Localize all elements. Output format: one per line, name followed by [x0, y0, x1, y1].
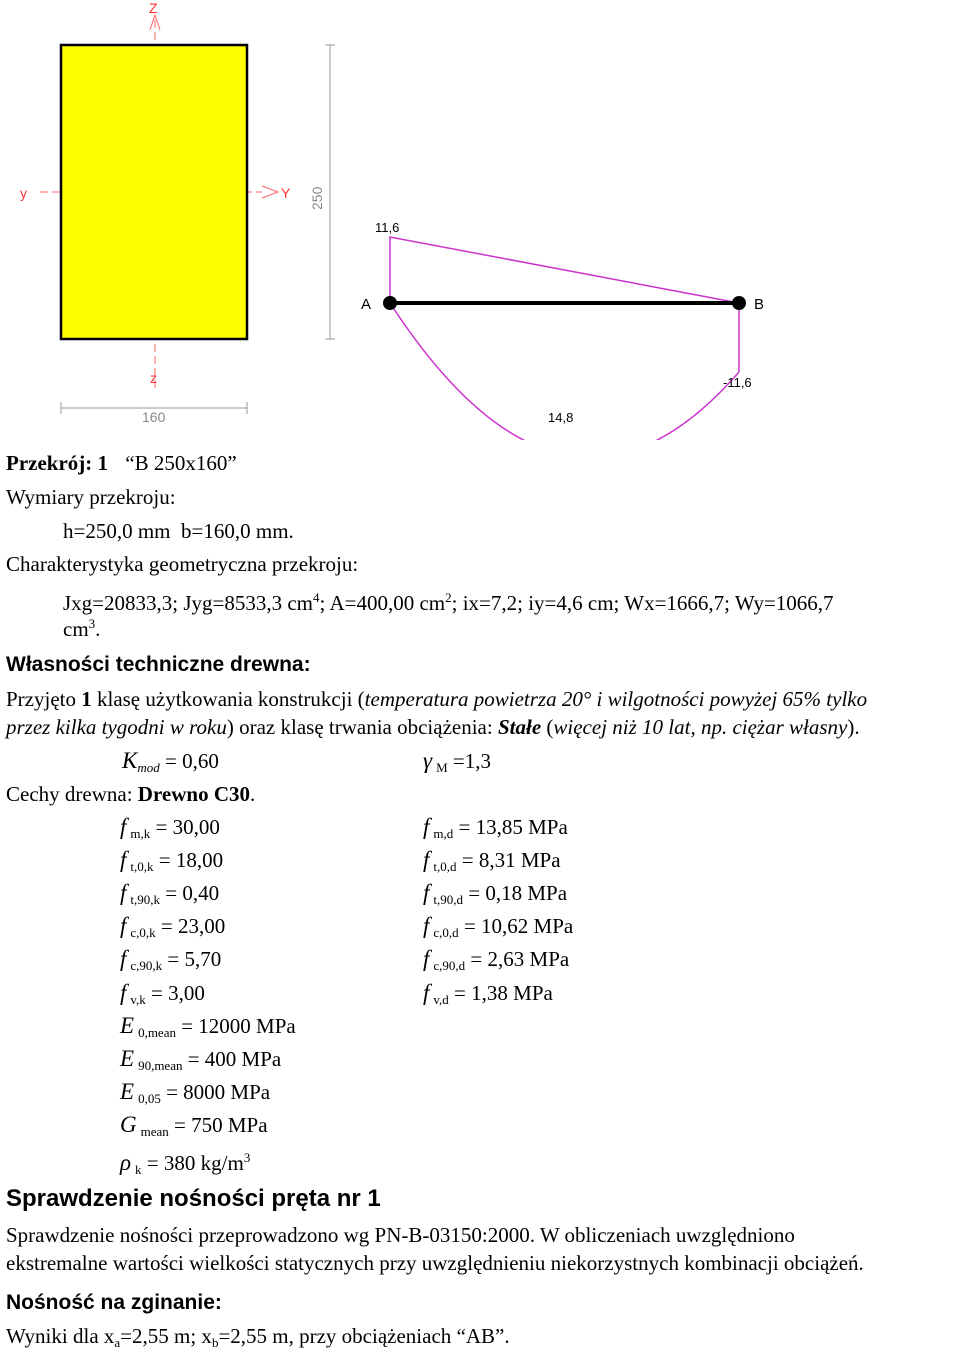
strength-right-value: = 8,31 MPa [456, 848, 561, 873]
axis-y-left-label: y [20, 185, 27, 201]
strength-right-subscript: v,d [433, 991, 449, 1007]
strength-left-subscript: v,k [130, 991, 146, 1007]
check-line-2: ekstremalne wartości wielkości statycznych przy uwzględnieniu niekorzystnych kombinacji obciążeń. [6, 1251, 864, 1275]
moment-diagram-left [390, 237, 739, 303]
strength-right-value: = 13,85 MPa [453, 815, 568, 839]
prop-p2-end: ). [847, 715, 860, 739]
moment-right-label: -11,6 [723, 375, 752, 390]
geo-end: . [95, 617, 101, 641]
y-arrow-icon [262, 186, 278, 198]
strength-right-subscript: c,90,d [433, 958, 466, 974]
strength-right-symbol: f [423, 880, 430, 906]
gamma-sub: M [436, 760, 448, 775]
prop-p1-italic: temperatura powietrza 20° i wilgotności powyżej 65% tylko [364, 687, 868, 711]
dims-value: h=250,0 mm b=160,0 mm. [63, 519, 294, 543]
strength-left-value: = 400 MPa [182, 1046, 282, 1071]
strength-right-value: = 0,18 MPa [463, 881, 568, 906]
geo-exp-3: 3 [88, 616, 96, 631]
moment-left-label: 11,6 [375, 220, 400, 235]
section-title-name: “B 250x160” [125, 451, 237, 475]
gamma-value: =1,3 [447, 749, 491, 773]
prop-p1b: klasę użytkowania konstrukcji ( [91, 687, 365, 711]
wood-label: Cechy drewna: [6, 782, 138, 806]
properties-heading: Własności techniczne drewna: [6, 653, 311, 676]
strength-left-subscript: mean [140, 1123, 169, 1139]
moment-mid-label: 14,8 [548, 410, 574, 425]
prop-class: 1 [81, 687, 92, 711]
strength-left-row [120, 1112, 268, 1145]
axis-y-right-label: Y [281, 185, 291, 201]
strength-left-row [120, 913, 225, 946]
strength-left-row [120, 1145, 250, 1183]
strength-left-symbol: f [120, 946, 127, 972]
strength-left-row [120, 847, 223, 880]
prop-p2-italic: przez kilka tygodni w roku [6, 715, 227, 739]
strength-left-subscript: k [135, 1162, 142, 1177]
section-title-label: Przekrój: 1 [6, 451, 109, 475]
point-a-label: A [361, 296, 372, 313]
strength-left-row [120, 980, 205, 1013]
strength-right-symbol: f [423, 847, 430, 873]
strength-left-row [120, 814, 220, 847]
dims-heading: Wymiary przekroju: [6, 485, 176, 509]
strength-right-subscript: c,0,d [433, 925, 459, 941]
results-sub-b: b [211, 1335, 219, 1350]
strength-right-row [423, 946, 569, 979]
strength-left-value: = 23,00 [155, 914, 226, 939]
strength-right-row [423, 913, 573, 946]
strength-left-symbol: f [120, 979, 127, 1005]
prop-duration: Stałe [497, 715, 542, 739]
strength-right-subscript: m,d [433, 826, 454, 841]
properties-line-1 [6, 686, 867, 712]
section-figure [0, 0, 960, 440]
geo-heading: Charakterystyka geometryczna przekroju: [6, 552, 359, 576]
strength-right-row [423, 980, 553, 1013]
strength-left-value: = 750 MPa [168, 1112, 268, 1137]
strength-left-symbol: f [120, 913, 127, 939]
strength-left-value: = 5,70 [162, 947, 222, 972]
strength-left-value: = 30,00 [150, 815, 220, 839]
strength-right-row [423, 880, 567, 913]
strength-left-subscript: c,0,k [130, 925, 156, 941]
wood-end: . [250, 782, 256, 806]
strength-left-symbol: f [120, 847, 127, 873]
strength-left-value: = 12000 MPa [175, 1013, 296, 1038]
kmod-symbol: K [122, 748, 138, 773]
strength-left-row [120, 1079, 270, 1112]
prop-p2c: ( [541, 715, 554, 739]
point-b-label: B [754, 296, 765, 313]
section-title [6, 450, 237, 476]
wood-name: Drewno C30 [137, 782, 250, 806]
properties-line-2 [6, 714, 860, 740]
prop-p2b: ) oraz klasę trwania obciążenia: [226, 715, 498, 739]
strength-left-symbol: f [120, 814, 127, 839]
cross-section-rect [61, 45, 247, 339]
strength-left-row [120, 946, 221, 979]
gamma-row [423, 748, 491, 781]
prop-p2-italic2: więcej niż 10 lat, np. ciężar własny [553, 715, 848, 739]
geo-exp-4: 4 [313, 590, 320, 605]
check-heading: Sprawdzenie nośności pręta nr 1 [6, 1185, 381, 1212]
results-a: Wyniki dla x [6, 1324, 115, 1348]
prop-p1: Przyjęto [6, 687, 82, 711]
strength-left-subscript: 0,05 [138, 1090, 161, 1106]
results-b: =2,55 m; x [120, 1324, 212, 1348]
strength-right-subscript: t,0,d [433, 859, 457, 875]
strength-right-symbol: f [423, 814, 430, 839]
strength-left-subscript: t,0,k [130, 859, 154, 875]
height-dim-label: 250 [309, 186, 325, 210]
strength-left-value: = 380 kg/m [141, 1151, 244, 1175]
strength-left-superscript: 3 [243, 1150, 251, 1165]
results-c: =2,55 m, przy obciążeniach “AB”. [218, 1324, 510, 1348]
strength-right-symbol: f [423, 979, 430, 1005]
strength-left-row [120, 1046, 281, 1079]
strength-right-value: = 10,62 MPa [458, 914, 574, 939]
kmod-value: = 0,60 [159, 749, 219, 773]
axis-z-top-label: Z [149, 0, 158, 16]
strength-right-value: = 1,38 MPa [448, 980, 553, 1005]
strength-left-row [120, 1013, 296, 1046]
width-dim-label: 160 [142, 409, 166, 425]
strength-left-subscript: 0,mean [138, 1024, 176, 1040]
strength-left-symbol: ρ [120, 1150, 132, 1175]
geo-rest: ; ix=7,2; iy=4,6 cm; Wx=1666,7; Wy=1066,7 [451, 591, 834, 615]
kmod-row [122, 748, 219, 781]
strength-left-symbol: E [120, 1078, 135, 1104]
strength-left-row [120, 880, 219, 913]
strength-left-value: = 18,00 [153, 848, 224, 873]
strength-left-value: = 0,40 [160, 881, 220, 906]
strength-left-subscript: c,90,k [130, 958, 163, 974]
geo-values-cont [63, 611, 100, 642]
strength-left-subscript: m,k [130, 826, 151, 841]
bending-heading: Nośność na zginanie: [6, 1291, 222, 1314]
strength-left-value: = 3,00 [145, 980, 205, 1005]
strength-right-value: = 2,63 MPa [465, 947, 570, 972]
node-a-icon [383, 296, 397, 310]
strength-left-subscript: 90,mean [138, 1057, 183, 1073]
wood-row [6, 781, 255, 807]
strength-left-symbol: E [120, 1012, 135, 1038]
geo-values [63, 585, 834, 616]
node-b-icon [732, 296, 746, 310]
strength-right-row [423, 847, 561, 880]
check-line-1: Sprawdzenie nośności przeprowadzono wg PN-B-03150:2000. W obliczeniach uwzględniono [6, 1223, 795, 1247]
geo-exp-2: 2 [445, 590, 452, 605]
strength-right-subscript: t,90,d [433, 892, 464, 908]
gamma-symbol: γ [423, 748, 433, 773]
strength-left-symbol: G [120, 1111, 137, 1137]
strength-left-subscript: t,90,k [130, 892, 161, 908]
geo-jxg: Jxg=20833,3; Jyg=8533,3 cm [63, 591, 314, 615]
results-sub-a: a [114, 1335, 121, 1350]
geo-area: ; A=400,00 cm [319, 591, 446, 615]
strength-right-row [423, 814, 568, 847]
results-line [6, 1323, 510, 1356]
strength-right-symbol: f [423, 946, 430, 972]
strength-right-symbol: f [423, 913, 430, 939]
strength-left-symbol: f [120, 880, 127, 906]
axis-z-bottom-label: z [150, 370, 157, 386]
strength-left-symbol: E [120, 1045, 135, 1071]
geo-cm: cm [63, 617, 89, 641]
strength-left-value: = 8000 MPa [160, 1079, 271, 1104]
kmod-sub: mod [137, 760, 160, 775]
